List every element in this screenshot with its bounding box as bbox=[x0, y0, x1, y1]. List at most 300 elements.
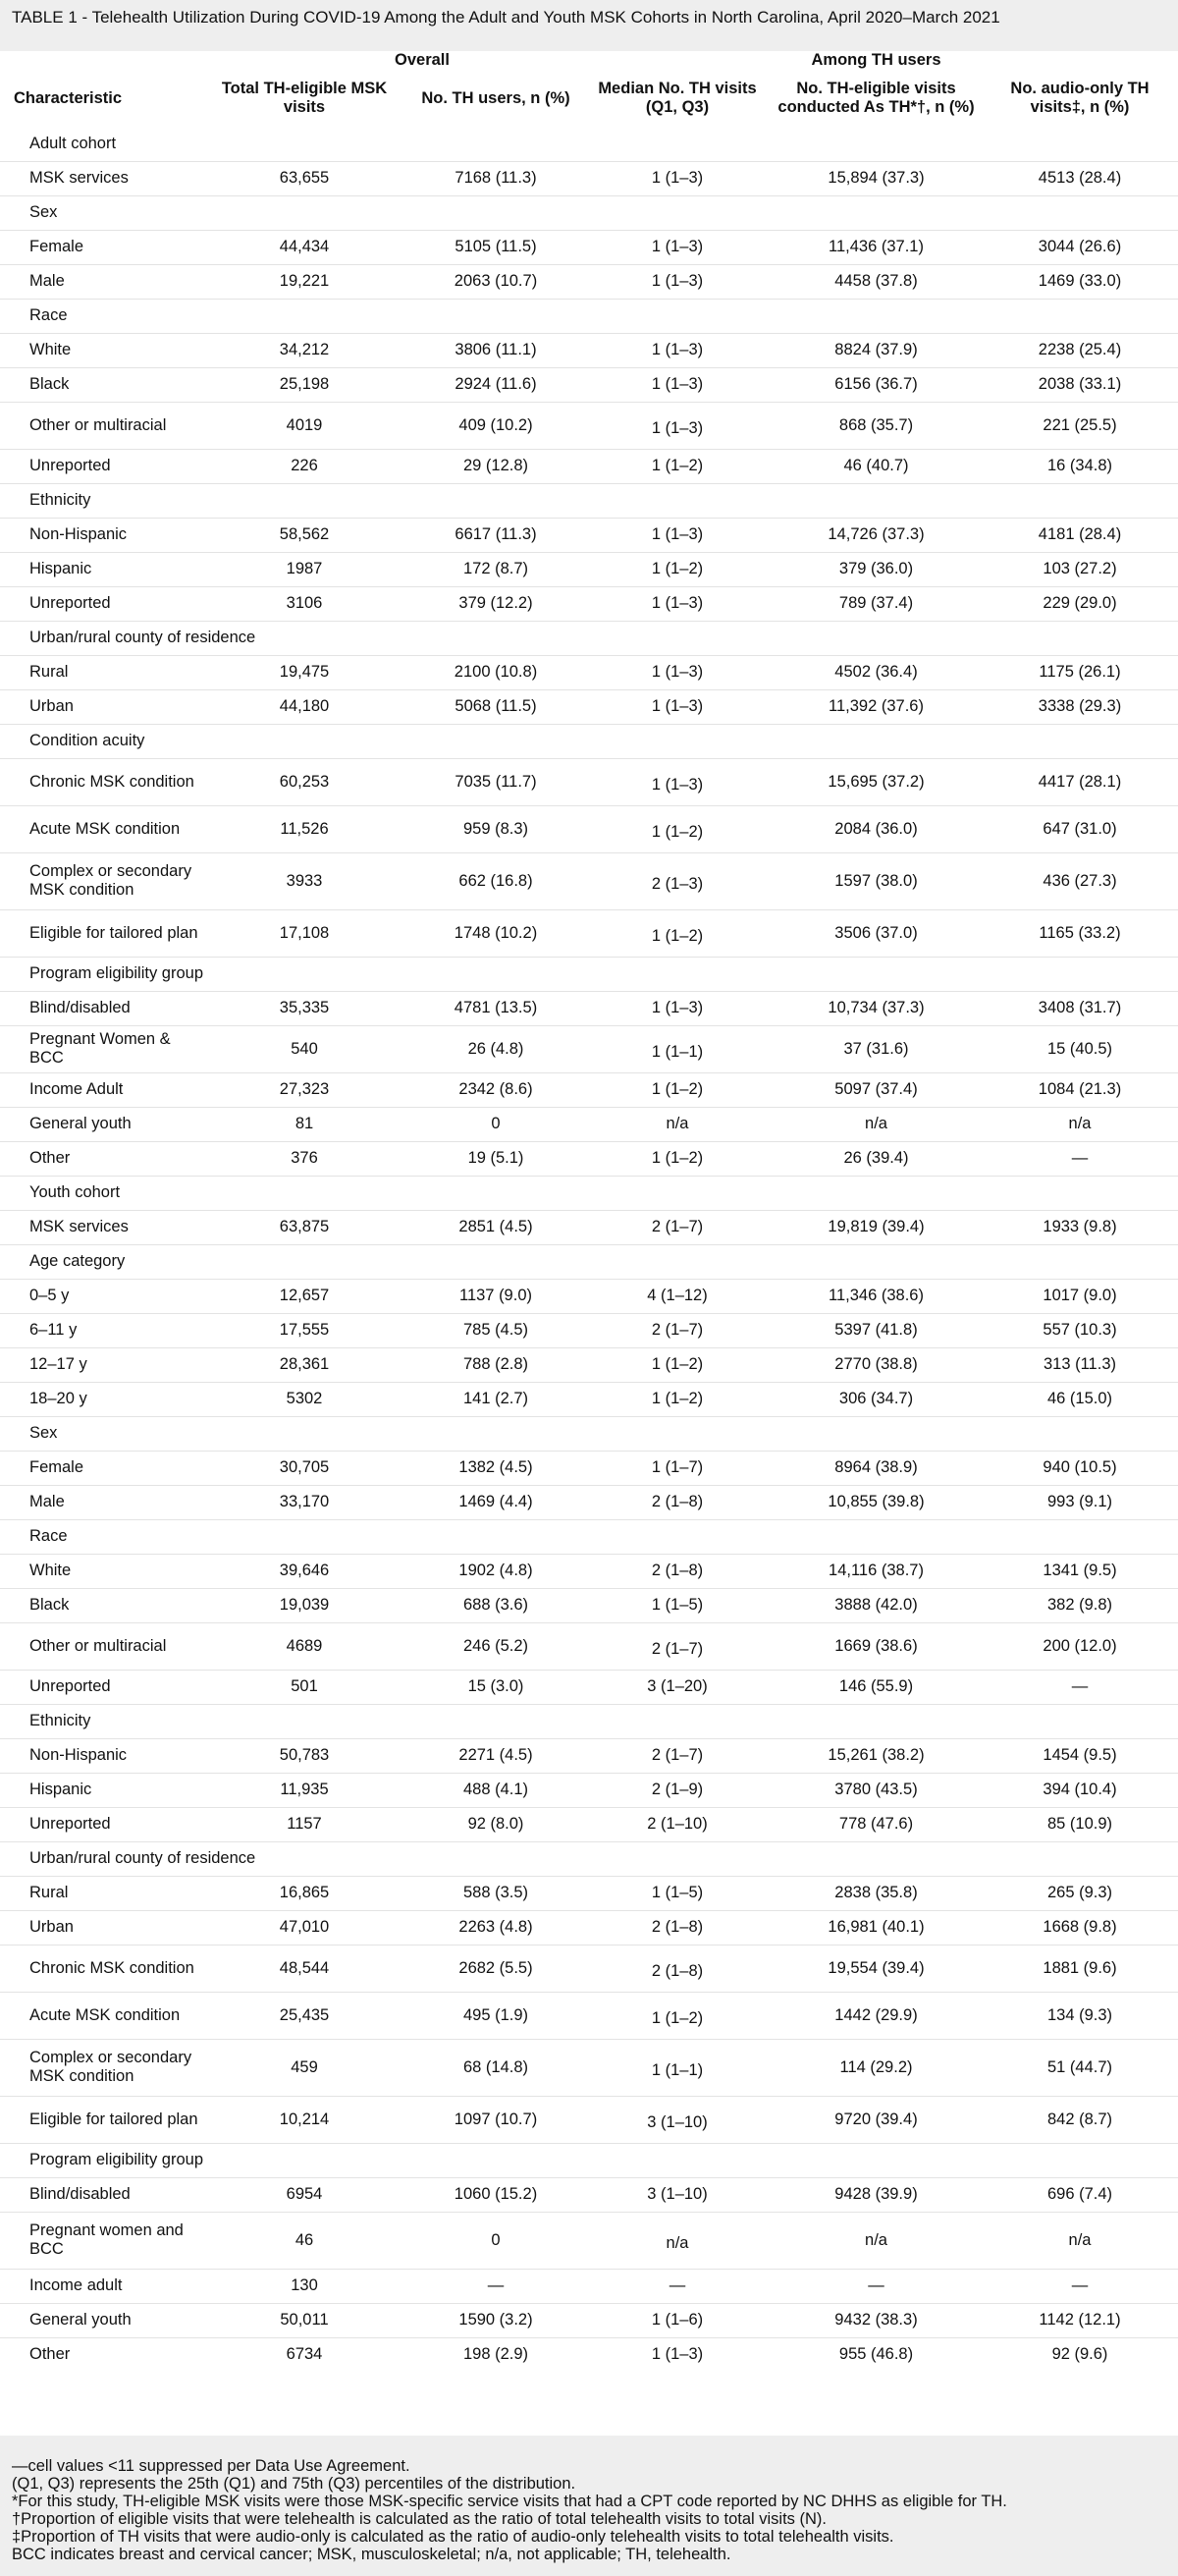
cell-total-visits: 4019 bbox=[286, 415, 323, 434]
row-label: Blind/disabled bbox=[29, 2185, 131, 2203]
footnote: BCC indicates breast and cervical cancer; MSK, musculoskeletal; n/a, not applicable; TH, telehealth. bbox=[12, 2546, 731, 2563]
table-row bbox=[0, 1313, 1178, 1347]
cell-th-visits: 868 (35.7) bbox=[838, 415, 914, 434]
cell-th-users: 15 (3.0) bbox=[467, 1677, 524, 1695]
cell-median: 1 (1–3) bbox=[651, 272, 704, 290]
header-total-visits: Total TH-eligible MSK visits bbox=[221, 80, 388, 116]
cell-th-users: 172 (8.7) bbox=[462, 560, 529, 577]
row-label: Urban bbox=[29, 697, 74, 715]
section-label: Race bbox=[29, 306, 68, 324]
cell-median: 1 (1–3) bbox=[651, 999, 704, 1016]
table-row bbox=[0, 2269, 1178, 2303]
cell-th-users: 2263 (4.8) bbox=[458, 1918, 533, 1936]
cell-median: 1 (1–3) bbox=[651, 697, 704, 715]
table-row bbox=[0, 1876, 1178, 1910]
header-th-visits: No. TH-eligible visits conducted As TH*†, n (%) bbox=[777, 80, 975, 116]
cell-audio-only: n/a bbox=[1068, 2230, 1092, 2249]
cell-audio-only: 229 (29.0) bbox=[1043, 594, 1117, 612]
row-label: Eligible for tailored plan bbox=[29, 923, 198, 942]
cell-th-visits: n/a bbox=[865, 1115, 887, 1132]
row-label: Complex or secondary MSK condition bbox=[29, 862, 192, 899]
cell-th-users: 0 bbox=[491, 2230, 501, 2249]
row-label: Acute MSK condition bbox=[29, 819, 181, 838]
cell-median: 1 (1–7) bbox=[651, 1458, 704, 1476]
cell-th-users: 409 (10.2) bbox=[458, 415, 533, 434]
row-label: Other bbox=[29, 1149, 71, 1167]
table-row bbox=[0, 2303, 1178, 2337]
cell-median: 1 (1–2) bbox=[651, 2009, 704, 2027]
cell-total-visits: 58,562 bbox=[279, 525, 330, 543]
cell-th-visits: 955 (46.8) bbox=[838, 2345, 914, 2364]
cell-audio-only: 1142 (12.1) bbox=[1039, 2311, 1121, 2329]
cell-th-visits: 306 (34.7) bbox=[838, 1390, 914, 1407]
table-row bbox=[0, 552, 1178, 586]
cell-th-users: 2063 (10.7) bbox=[454, 272, 538, 290]
cell-th-users: 5068 (11.5) bbox=[455, 697, 537, 715]
row-label: 18–20 y bbox=[29, 1390, 87, 1407]
cell-audio-only: 1881 (9.6) bbox=[1043, 1958, 1117, 1977]
table-body bbox=[0, 127, 1178, 2372]
cell-total-visits: 11,526 bbox=[280, 819, 329, 838]
cell-median: 1 (1–2) bbox=[651, 457, 704, 474]
cell-median: 1 (1–3) bbox=[651, 375, 704, 393]
cell-median: 2 (1–9) bbox=[651, 1781, 704, 1798]
cell-audio-only: 221 (25.5) bbox=[1043, 415, 1117, 434]
section-row bbox=[0, 1244, 1178, 1279]
section-row bbox=[0, 1704, 1178, 1738]
cell-median: 3 (1–10) bbox=[647, 2185, 708, 2203]
section-label: Urban/rural county of residence bbox=[29, 629, 256, 646]
cell-th-visits: n/a bbox=[865, 2230, 887, 2249]
cell-total-visits: 28,361 bbox=[279, 1355, 330, 1373]
row-label: Chronic MSK condition bbox=[29, 1958, 194, 1977]
cell-audio-only: 46 (15.0) bbox=[1046, 1390, 1113, 1407]
section-row bbox=[0, 127, 1178, 161]
section-label: Age category bbox=[29, 1252, 126, 1270]
cell-median: 4 (1–12) bbox=[647, 1287, 708, 1304]
section-label: Sex bbox=[29, 1424, 58, 1442]
cell-total-visits: 27,323 bbox=[279, 1080, 330, 1098]
cell-median: 1 (1–3) bbox=[651, 2345, 704, 2364]
cell-median: 2 (1–7) bbox=[651, 1746, 704, 1764]
section-label: Sex bbox=[29, 203, 58, 221]
cell-th-users: 1097 (10.7) bbox=[454, 2110, 538, 2128]
cell-median: 2 (1–7) bbox=[651, 1218, 704, 1235]
cell-th-users: 246 (5.2) bbox=[462, 1636, 529, 1655]
cell-th-visits: 16,981 (40.1) bbox=[828, 1918, 925, 1936]
cell-median: 1 (1–6) bbox=[651, 2311, 704, 2329]
cell-th-visits: 3888 (42.0) bbox=[834, 1596, 918, 1614]
table-row bbox=[0, 1992, 1178, 2039]
cell-total-visits: 17,555 bbox=[279, 1321, 330, 1339]
cell-total-visits: 50,783 bbox=[279, 1746, 330, 1764]
cell-th-users: 141 (2.7) bbox=[462, 1390, 529, 1407]
section-label: Urban/rural county of residence bbox=[29, 1849, 256, 1867]
row-label: White bbox=[29, 341, 72, 358]
cell-audio-only: 1933 (9.8) bbox=[1043, 1218, 1117, 1235]
cell-th-visits: 11,436 (37.1) bbox=[829, 238, 924, 255]
row-label: Pregnant Women & BCC bbox=[29, 1030, 171, 1067]
cell-median: 1 (1–2) bbox=[651, 1149, 704, 1167]
table-row bbox=[0, 991, 1178, 1025]
cell-total-visits: 63,655 bbox=[279, 169, 330, 187]
section-row bbox=[0, 1841, 1178, 1876]
cell-audio-only: 382 (9.8) bbox=[1046, 1596, 1113, 1614]
table-row bbox=[0, 2337, 1178, 2372]
cell-audio-only: 2038 (33.1) bbox=[1038, 375, 1122, 393]
cell-median: 2 (1–8) bbox=[651, 1962, 704, 1980]
cell-th-users: 68 (14.8) bbox=[462, 2057, 529, 2076]
cell-audio-only: 1017 (9.0) bbox=[1043, 1287, 1117, 1304]
cell-total-visits: 25,198 bbox=[279, 375, 330, 393]
cell-median: n/a bbox=[666, 2234, 689, 2252]
cell-median: 2 (1–7) bbox=[651, 1321, 704, 1339]
table-row bbox=[0, 449, 1178, 483]
row-label: Acute MSK condition bbox=[29, 2005, 181, 2024]
footnote: ‡Proportion of TH visits that were audio-only is calculated as the ratio of audio-only telehealth visits to total telehealth visits. bbox=[12, 2528, 894, 2546]
cell-th-visits: 789 (37.4) bbox=[838, 594, 914, 612]
cell-audio-only: 265 (9.3) bbox=[1046, 1884, 1113, 1901]
cell-total-visits: 11,935 bbox=[280, 1781, 329, 1798]
cell-th-visits: 8824 (37.9) bbox=[834, 341, 918, 358]
cell-total-visits: 34,212 bbox=[279, 341, 330, 358]
row-label: Chronic MSK condition bbox=[29, 772, 194, 791]
header-audio-only: No. audio-only TH visits‡, n (%) bbox=[1010, 80, 1150, 116]
cell-th-visits: 114 (29.2) bbox=[839, 2057, 913, 2076]
row-label: 12–17 y bbox=[29, 1355, 87, 1373]
cell-th-users: 7035 (11.7) bbox=[455, 772, 537, 791]
cell-th-users: 1060 (15.2) bbox=[454, 2185, 538, 2203]
footnote: †Proportion of eligible visits that were telehealth is calculated as the ratio of total telehealth visits to total visits (N). bbox=[12, 2510, 827, 2528]
footnote: *For this study, TH-eligible MSK visits were those MSK-specific service visits that had a CPT code reported by NC DHHS as eligible for TH. bbox=[12, 2493, 1007, 2510]
cell-total-visits: 540 bbox=[291, 1039, 318, 1058]
row-label: Complex or secondary MSK condition bbox=[29, 2049, 192, 2085]
footnote: (Q1, Q3) represents the 25th (Q1) and 75th (Q3) percentiles of the distribution. bbox=[12, 2475, 576, 2493]
table-row bbox=[0, 2212, 1178, 2269]
cell-median: 2 (1–8) bbox=[651, 1493, 704, 1510]
cell-th-visits: 11,346 (38.6) bbox=[829, 1287, 924, 1304]
cell-audio-only: 2238 (25.4) bbox=[1038, 341, 1122, 358]
cell-median: 3 (1–10) bbox=[647, 2113, 708, 2131]
cell-th-users: 2100 (10.8) bbox=[454, 663, 538, 681]
cell-audio-only: 647 (31.0) bbox=[1043, 819, 1117, 838]
cell-th-users: 1748 (10.2) bbox=[454, 923, 538, 942]
table-row bbox=[0, 1554, 1178, 1588]
cell-median: 1 (1–3) bbox=[651, 341, 704, 358]
row-label: Eligible for tailored plan bbox=[29, 2110, 198, 2128]
cell-th-visits: 9428 (39.9) bbox=[834, 2185, 918, 2203]
table-row bbox=[0, 1279, 1178, 1313]
cell-audio-only: 134 (9.3) bbox=[1046, 2005, 1113, 2024]
cell-th-users: 1382 (4.5) bbox=[458, 1458, 533, 1476]
cell-audio-only: 436 (27.3) bbox=[1043, 871, 1117, 890]
row-label: Female bbox=[29, 238, 84, 255]
cell-total-visits: 81 bbox=[294, 1115, 314, 1132]
row-label: Blind/disabled bbox=[29, 999, 131, 1016]
row-label: MSK services bbox=[29, 169, 129, 187]
table-row bbox=[0, 230, 1178, 264]
section-row bbox=[0, 724, 1178, 758]
header-th-users: No. TH users, n (%) bbox=[421, 88, 570, 107]
cell-median: 2 (1–7) bbox=[651, 1640, 704, 1658]
cell-th-visits: 4502 (36.4) bbox=[834, 663, 918, 681]
cell-audio-only: — bbox=[1071, 1149, 1089, 1167]
cell-audio-only: n/a bbox=[1068, 1115, 1092, 1132]
cell-median: 3 (1–20) bbox=[647, 1677, 708, 1695]
table-row bbox=[0, 655, 1178, 689]
cell-median: 1 (1–1) bbox=[651, 1043, 704, 1061]
header-overall: Overall bbox=[395, 51, 450, 69]
section-label: Race bbox=[29, 1527, 68, 1545]
cell-total-visits: 459 bbox=[291, 2057, 318, 2076]
cell-total-visits: 1157 bbox=[287, 1815, 322, 1833]
table-row bbox=[0, 402, 1178, 449]
cell-audio-only: 85 (10.9) bbox=[1046, 1815, 1113, 1833]
cell-th-visits: 26 (39.4) bbox=[843, 1149, 909, 1167]
cell-th-visits: 14,116 (38.7) bbox=[829, 1562, 924, 1579]
table-row bbox=[0, 1072, 1178, 1107]
cell-th-visits: 37 (31.6) bbox=[843, 1039, 909, 1058]
cell-audio-only: 313 (11.3) bbox=[1044, 1355, 1116, 1373]
cell-total-visits: 3106 bbox=[286, 594, 323, 612]
row-label: Unreported bbox=[29, 1815, 111, 1833]
cell-th-visits: 146 (55.9) bbox=[838, 1677, 914, 1695]
table-row bbox=[0, 2177, 1178, 2212]
row-label: Income Adult bbox=[29, 1080, 124, 1098]
cell-total-visits: 19,221 bbox=[279, 272, 330, 290]
row-label: Income adult bbox=[29, 2276, 123, 2294]
row-label: Unreported bbox=[29, 1677, 111, 1695]
cell-total-visits: 376 bbox=[291, 1149, 318, 1167]
cell-th-users: 959 (8.3) bbox=[462, 819, 529, 838]
row-label: Hispanic bbox=[29, 1781, 92, 1798]
cell-audio-only: — bbox=[1071, 1677, 1089, 1695]
cell-total-visits: 10,214 bbox=[279, 2110, 330, 2128]
cell-median: 1 (1–3) bbox=[651, 169, 704, 187]
cell-audio-only: 842 (8.7) bbox=[1046, 2110, 1113, 2128]
cell-th-users: 198 (2.9) bbox=[462, 2345, 529, 2364]
cell-th-visits: 5397 (41.8) bbox=[834, 1321, 918, 1339]
cell-audio-only: 1175 (26.1) bbox=[1039, 663, 1121, 681]
table-row bbox=[0, 586, 1178, 621]
table-row bbox=[0, 758, 1178, 805]
cell-th-users: 1902 (4.8) bbox=[458, 1562, 533, 1579]
row-label: Black bbox=[29, 375, 70, 393]
cell-median: 1 (1–5) bbox=[651, 1596, 704, 1614]
cell-total-visits: 30,705 bbox=[279, 1458, 330, 1476]
cell-th-users: 1137 (9.0) bbox=[459, 1287, 532, 1304]
table-row bbox=[0, 264, 1178, 299]
section-label: Youth cohort bbox=[29, 1183, 121, 1201]
cell-total-visits: 60,253 bbox=[279, 772, 330, 791]
table-row bbox=[0, 1485, 1178, 1519]
cell-audio-only: 1084 (21.3) bbox=[1038, 1080, 1122, 1098]
cell-median: 1 (1–2) bbox=[651, 1390, 704, 1407]
cell-th-users: 7168 (11.3) bbox=[455, 169, 537, 187]
cell-total-visits: 47,010 bbox=[279, 1918, 330, 1936]
cell-th-visits: 9720 (39.4) bbox=[834, 2110, 918, 2128]
cell-total-visits: 1987 bbox=[286, 560, 323, 577]
row-label: Other or multiracial bbox=[29, 415, 167, 434]
cell-th-visits: 5097 (37.4) bbox=[834, 1080, 918, 1098]
cell-th-users: 2271 (4.5) bbox=[458, 1746, 533, 1764]
cell-th-users: 662 (16.8) bbox=[458, 871, 533, 890]
cell-median: 1 (1–2) bbox=[651, 560, 704, 577]
cell-th-users: 5105 (11.5) bbox=[455, 238, 537, 255]
section-label: Ethnicity bbox=[29, 1712, 91, 1729]
header-group-row bbox=[0, 51, 1178, 70]
row-label: Male bbox=[29, 1493, 65, 1510]
cell-th-users: 26 (4.8) bbox=[467, 1039, 524, 1058]
header-median: Median No. TH visits (Q1, Q3) bbox=[598, 80, 757, 116]
table-row bbox=[0, 333, 1178, 367]
header-row bbox=[0, 70, 1178, 127]
row-label: Other bbox=[29, 2345, 71, 2364]
cell-th-visits: 15,894 (37.3) bbox=[828, 169, 925, 187]
cell-audio-only: 394 (10.4) bbox=[1043, 1781, 1117, 1798]
cell-median: — bbox=[669, 2276, 686, 2294]
cell-th-visits: 15,695 (37.2) bbox=[828, 772, 925, 791]
section-row bbox=[0, 1176, 1178, 1210]
cell-median: 2 (1–10) bbox=[647, 1815, 708, 1833]
cell-audio-only: 993 (9.1) bbox=[1046, 1493, 1113, 1510]
cell-total-visits: 46 bbox=[294, 2230, 314, 2249]
section-row bbox=[0, 621, 1178, 655]
cell-audio-only: 557 (10.3) bbox=[1043, 1321, 1117, 1339]
table-row bbox=[0, 1210, 1178, 1244]
table-row bbox=[0, 1670, 1178, 1704]
cell-median: 1 (1–3) bbox=[651, 663, 704, 681]
cell-median: 2 (1–8) bbox=[651, 1918, 704, 1936]
cell-th-visits: 2838 (35.8) bbox=[834, 1884, 918, 1901]
cell-total-visits: 17,108 bbox=[279, 923, 330, 942]
cell-th-visits: 9432 (38.3) bbox=[834, 2311, 918, 2329]
table-row bbox=[0, 1807, 1178, 1841]
cell-audio-only: 940 (10.5) bbox=[1043, 1458, 1117, 1476]
footnote: —cell values <11 suppressed per Data Use Agreement. bbox=[12, 2457, 410, 2475]
table-row bbox=[0, 852, 1178, 909]
cell-th-users: 19 (5.1) bbox=[467, 1149, 524, 1167]
cell-audio-only: 1165 (33.2) bbox=[1039, 923, 1121, 942]
footnotes bbox=[0, 2436, 1178, 2576]
cell-th-users: 6617 (11.3) bbox=[455, 525, 537, 543]
cell-total-visits: 35,335 bbox=[279, 999, 330, 1016]
cell-audio-only: 1668 (9.8) bbox=[1043, 1918, 1117, 1936]
cell-th-users: 495 (1.9) bbox=[462, 2005, 529, 2024]
table-row bbox=[0, 1025, 1178, 1072]
row-label: Male bbox=[29, 272, 65, 290]
cell-total-visits: 6734 bbox=[286, 2345, 323, 2364]
table-row bbox=[0, 1773, 1178, 1807]
cell-median: 1 (1–3) bbox=[651, 419, 704, 437]
cell-th-visits: 3780 (43.5) bbox=[834, 1781, 918, 1798]
cell-median: 1 (1–3) bbox=[651, 594, 704, 612]
cell-audio-only: 200 (12.0) bbox=[1043, 1636, 1117, 1655]
row-label: Rural bbox=[29, 663, 69, 681]
section-row bbox=[0, 483, 1178, 518]
cell-th-visits: 14,726 (37.3) bbox=[828, 525, 925, 543]
cell-audio-only: — bbox=[1071, 2276, 1089, 2294]
cell-total-visits: 25,435 bbox=[279, 2005, 330, 2024]
cell-th-users: 2924 (11.6) bbox=[455, 375, 537, 393]
cell-th-visits: 778 (47.6) bbox=[838, 1815, 914, 1833]
cell-total-visits: 44,434 bbox=[279, 238, 330, 255]
cell-audio-only: 1341 (9.5) bbox=[1043, 1562, 1117, 1579]
table-row bbox=[0, 1738, 1178, 1773]
row-label: Rural bbox=[29, 1884, 69, 1901]
cell-median: 2 (1–8) bbox=[651, 1562, 704, 1579]
cell-th-users: 1590 (3.2) bbox=[458, 2311, 533, 2329]
table-row bbox=[0, 1451, 1178, 1485]
cell-th-users: 688 (3.6) bbox=[462, 1596, 529, 1614]
table-row bbox=[0, 2039, 1178, 2096]
cell-audio-only: 1469 (33.0) bbox=[1038, 272, 1122, 290]
cell-th-users: 2851 (4.5) bbox=[458, 1218, 533, 1235]
section-label: Condition acuity bbox=[29, 732, 145, 749]
table-title: TABLE 1 - Telehealth Utilization During COVID-19 Among the Adult and Youth MSK Cohorts in North Carolina, April 2020–March 2021 bbox=[0, 0, 1178, 51]
cell-total-visits: 63,875 bbox=[279, 1218, 330, 1235]
cell-median: 1 (1–3) bbox=[651, 776, 704, 794]
cell-th-users: 788 (2.8) bbox=[462, 1355, 529, 1373]
cell-th-visits: 3506 (37.0) bbox=[834, 923, 918, 942]
table-row bbox=[0, 1347, 1178, 1382]
table-row bbox=[0, 161, 1178, 195]
cell-median: 1 (1–3) bbox=[651, 525, 704, 543]
cell-total-visits: 3933 bbox=[286, 871, 323, 890]
cell-total-visits: 39,646 bbox=[279, 1562, 330, 1579]
section-label: Ethnicity bbox=[29, 491, 91, 509]
section-label: Program eligibility group bbox=[29, 964, 203, 982]
cell-median: 1 (1–3) bbox=[651, 238, 704, 255]
cell-audio-only: 4181 (28.4) bbox=[1038, 525, 1122, 543]
cell-th-visits: 379 (36.0) bbox=[838, 560, 914, 577]
cell-th-visits: 19,819 (39.4) bbox=[828, 1218, 925, 1235]
cell-th-visits: 6156 (36.7) bbox=[834, 375, 918, 393]
cell-audio-only: 16 (34.8) bbox=[1046, 457, 1113, 474]
cell-th-users: 785 (4.5) bbox=[462, 1321, 529, 1339]
cell-median: 1 (1–1) bbox=[651, 2061, 704, 2079]
section-row bbox=[0, 1519, 1178, 1554]
cell-total-visits: 5302 bbox=[286, 1390, 323, 1407]
table-row bbox=[0, 1945, 1178, 1992]
section-row bbox=[0, 1416, 1178, 1451]
cell-th-users: 379 (12.2) bbox=[458, 594, 533, 612]
cell-median: n/a bbox=[666, 1115, 689, 1132]
cell-th-users: 2682 (5.5) bbox=[458, 1958, 533, 1977]
table-row bbox=[0, 805, 1178, 852]
cell-audio-only: 103 (27.2) bbox=[1043, 560, 1117, 577]
cell-total-visits: 4689 bbox=[286, 1636, 323, 1655]
cell-total-visits: 33,170 bbox=[279, 1493, 330, 1510]
row-label: 6–11 y bbox=[29, 1321, 78, 1339]
cell-total-visits: 12,657 bbox=[279, 1287, 330, 1304]
table-row bbox=[0, 909, 1178, 957]
table-row bbox=[0, 1622, 1178, 1670]
cell-th-users: 3806 (11.1) bbox=[455, 341, 537, 358]
cell-th-visits: 1442 (29.9) bbox=[834, 2005, 918, 2024]
table-row bbox=[0, 1588, 1178, 1622]
section-row bbox=[0, 2143, 1178, 2177]
cell-audio-only: 51 (44.7) bbox=[1046, 2057, 1113, 2076]
cell-th-visits: 10,734 (37.3) bbox=[828, 999, 925, 1016]
row-label: Black bbox=[29, 1596, 70, 1614]
cell-total-visits: 19,039 bbox=[279, 1596, 330, 1614]
cell-audio-only: 696 (7.4) bbox=[1046, 2185, 1113, 2203]
section-row bbox=[0, 299, 1178, 333]
row-label: MSK services bbox=[29, 1218, 129, 1235]
cell-audio-only: 3338 (29.3) bbox=[1038, 697, 1122, 715]
cell-th-users: — bbox=[487, 2276, 505, 2294]
